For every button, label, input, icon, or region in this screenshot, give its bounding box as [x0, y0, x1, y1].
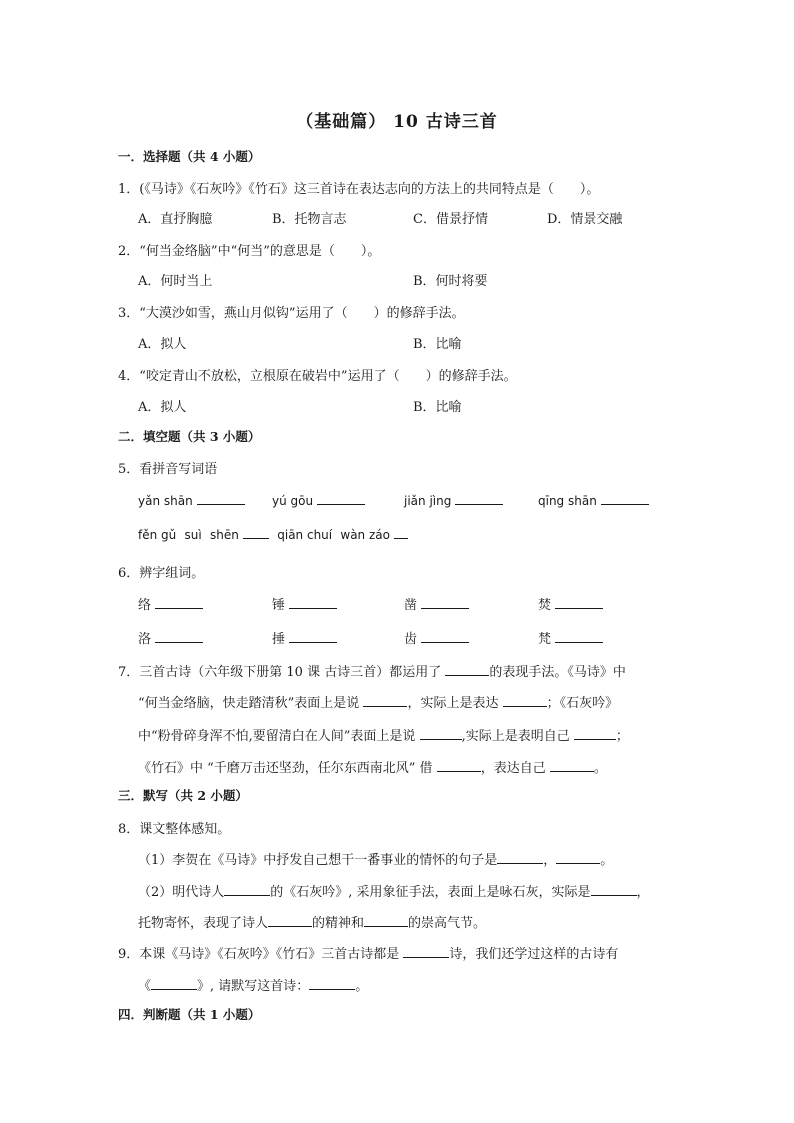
character: 梵	[538, 632, 552, 647]
answer-blank[interactable]	[268, 914, 312, 927]
character: 洛	[138, 632, 152, 647]
question-8-stem: 8．课文整体感知。	[118, 822, 231, 837]
answer-blank[interactable]	[455, 492, 503, 505]
answer-blank[interactable]	[155, 596, 203, 609]
answer-blank[interactable]	[421, 630, 469, 643]
answer-blank[interactable]	[243, 526, 269, 539]
question-7-text: ；《石灰吟》	[546, 696, 619, 711]
answer-blank[interactable]	[197, 492, 245, 505]
question-7-text: ,实际上是表明自己	[461, 729, 570, 744]
question-7-text: 中“粉骨碎身浑不怕,要留清白在人间”表面上是说	[138, 729, 416, 744]
question-3-option-b[interactable]: B．比喻	[413, 337, 462, 352]
question-4-stem: 4．“咬定青山不放松，立根原在破岩中”运用了（ ）的修辞手法。	[118, 369, 517, 384]
question-3-option-a[interactable]: A．拟人	[138, 337, 187, 352]
answer-blank[interactable]	[556, 851, 600, 864]
section-heading-choice: 一．选择题（共 4 小题）	[118, 149, 261, 164]
question-9-text: 《	[138, 979, 152, 994]
question-9-line-1	[118, 943, 618, 962]
question-8-text: ，	[636, 885, 650, 900]
character: 捶	[272, 632, 286, 647]
answer-blank[interactable]	[289, 630, 337, 643]
pinyin-item	[138, 492, 245, 509]
question-8-part-3	[138, 912, 486, 931]
answer-blank[interactable]	[550, 759, 594, 772]
section-heading-dictation: 三．默写（共 2 小题）	[118, 788, 248, 803]
answer-blank[interactable]	[317, 492, 365, 505]
pinyin-row-1	[138, 492, 698, 510]
question-1-option-d[interactable]: D．情景交融	[547, 212, 623, 227]
pinyin-text: qīng shān	[538, 494, 597, 508]
answer-blank[interactable]	[420, 727, 462, 740]
question-8-text: 的精神和	[312, 916, 365, 931]
answer-blank[interactable]	[574, 727, 616, 740]
question-7-line-3	[138, 725, 629, 744]
question-7-text: 。	[593, 761, 607, 776]
word-row-2	[138, 628, 698, 646]
pinyin-text: shēn	[209, 528, 239, 542]
answer-blank[interactable]	[437, 759, 481, 772]
question-9-line-2	[138, 975, 368, 994]
question-2-stem: 2．“何当金络脑”中“何当”的意思是（ ）。	[118, 244, 381, 259]
answer-blank[interactable]	[445, 663, 489, 676]
character: 焚	[538, 598, 552, 613]
question-9-text: 》, 请默写这首诗：	[197, 979, 310, 994]
question-8-text: 。	[600, 853, 614, 868]
answer-blank[interactable]	[155, 630, 203, 643]
question-8-part-1	[138, 849, 613, 868]
pinyin-row-2	[138, 526, 698, 544]
section-heading-fill: 二．填空题（共 3 小题）	[118, 429, 261, 444]
question-6-stem: 6．辨字组词。	[118, 566, 205, 581]
pinyin-item	[272, 492, 365, 509]
pinyin-text: fěn gǔ	[138, 528, 177, 542]
answer-blank[interactable]	[555, 596, 603, 609]
question-1-option-a[interactable]: A．直抒胸臆	[138, 212, 213, 227]
question-7-text: 7．三首古诗（六年级下册第 10 课 古诗三首）都运用了	[118, 665, 442, 680]
answer-blank[interactable]	[503, 694, 547, 707]
question-3-stem: 3．“大漠沙如雪，燕山月似钩”运用了（ ）的修辞手法。	[118, 306, 465, 321]
question-8-text: （2）明代诗人	[138, 885, 225, 900]
question-1-option-c[interactable]: C．借景抒情	[413, 212, 488, 227]
question-7-text: “何当金络脑，快走踏清秋”表面上是说	[138, 696, 360, 711]
answer-blank[interactable]	[364, 914, 408, 927]
question-7-line-1	[118, 661, 626, 680]
pinyin-text: yú gōu	[272, 494, 314, 508]
answer-blank[interactable]	[601, 492, 649, 505]
answer-blank[interactable]	[151, 977, 197, 990]
pinyin-item	[404, 492, 503, 509]
question-8-text: ，	[543, 853, 557, 868]
answer-blank[interactable]	[394, 526, 408, 539]
question-7-text: ，实际上是表达	[407, 696, 499, 711]
question-4-option-b[interactable]: B．比喻	[413, 400, 462, 415]
question-7-text: ，表达自己	[480, 761, 546, 776]
question-5-stem: 5．看拼音写词语	[118, 462, 218, 477]
question-7-line-2	[138, 692, 618, 711]
page-title: （基础篇） 10 古诗三首	[296, 112, 498, 132]
section-heading-judgement: 四．判断题（共 1 小题）	[118, 1007, 261, 1022]
pinyin-text: wàn záo	[340, 528, 390, 542]
character: 凿	[404, 598, 418, 613]
question-8-text: 的崇高气节。	[408, 916, 487, 931]
answer-blank[interactable]	[421, 596, 469, 609]
question-9-text: 9．本课《马诗》《石灰吟》《竹石》三首古诗都是	[118, 947, 400, 962]
question-2-option-a[interactable]: A．何时当上	[138, 274, 213, 289]
answer-blank[interactable]	[363, 694, 407, 707]
question-9-text: 诗，我们还学过这样的古诗有	[449, 947, 619, 962]
question-7-text: 的表现手法。《马诗》中	[489, 665, 626, 680]
pinyin-text: qiān chuí	[277, 528, 333, 542]
word-row-1	[138, 594, 698, 612]
pinyin-text: suì	[184, 528, 202, 542]
character: 锤	[272, 598, 286, 613]
answer-blank[interactable]	[497, 851, 543, 864]
answer-blank[interactable]	[289, 596, 337, 609]
question-7-text: 《竹石》中 “千磨万击还坚劲，任尔东西南北风” 借	[138, 761, 433, 776]
question-8-text: 托物寄怀，表现了诗人	[138, 916, 269, 931]
pinyin-item	[538, 492, 649, 509]
question-1-option-b[interactable]: B．托物言志	[272, 212, 347, 227]
question-8-part-2	[138, 881, 650, 900]
question-7-text: ；	[615, 729, 629, 744]
pinyin-text: jiǎn jìng	[404, 494, 452, 508]
question-7-line-4	[138, 757, 607, 776]
pinyin-text: yǎn shān	[138, 494, 193, 508]
question-9-text: 。	[355, 979, 369, 994]
question-2-option-b[interactable]: B．何时将要	[413, 274, 488, 289]
question-8-text: （1）李贺在《马诗》中抒发自己想干一番事业的情怀的句子是	[138, 853, 498, 868]
character: 络	[138, 598, 152, 613]
question-1-stem: 1．(《马诗》《石灰吟》《竹石》这三首诗在表达志向的方法上的共同特点是（ ）。	[118, 182, 600, 197]
question-8-text: 的《石灰吟》, 采用象征手法，表面上是咏石灰，实际是	[270, 885, 591, 900]
question-4-option-a[interactable]: A．拟人	[138, 400, 187, 415]
answer-blank[interactable]	[591, 883, 637, 896]
answer-blank[interactable]	[403, 945, 449, 958]
answer-blank[interactable]	[309, 977, 355, 990]
character: 齿	[404, 632, 418, 647]
answer-blank[interactable]	[224, 883, 270, 896]
pinyin-item	[138, 526, 408, 543]
answer-blank[interactable]	[555, 630, 603, 643]
